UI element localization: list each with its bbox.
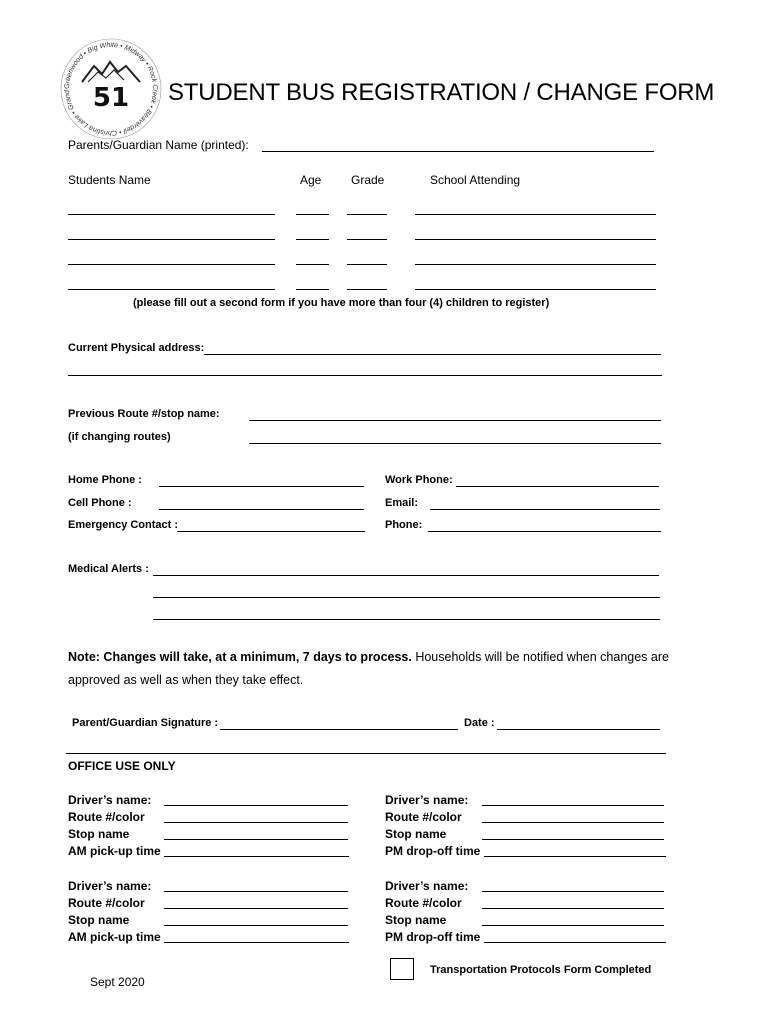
student-name-field[interactable] — [68, 289, 275, 290]
office-divider — [66, 753, 666, 754]
previous-route-field[interactable] — [249, 420, 661, 421]
student-school-field[interactable] — [415, 289, 656, 290]
work-phone-label: Work Phone: — [385, 474, 453, 486]
student-age-field[interactable] — [296, 239, 329, 240]
processing-note-bold: Note: Changes will take, at a minimum, 7 days to process. — [68, 650, 412, 664]
date-field[interactable] — [497, 729, 660, 730]
signature-field[interactable] — [220, 729, 458, 730]
route-color-field[interactable] — [482, 908, 664, 909]
changing-routes-label: (if changing routes) — [68, 431, 171, 443]
students-note: (please fill out a second form if you have more than four (4) children to register) — [133, 297, 550, 309]
route-color-field[interactable] — [164, 822, 348, 823]
medical-alerts-field[interactable] — [153, 575, 659, 576]
logo-ring-text: Greenwood • Big White • Midway • Rock Creek • Beaverdell • Christina Lake • Grand — [63, 41, 159, 137]
student-grade-field[interactable] — [347, 289, 387, 290]
pm-dropoff-label: PM drop-off time — [385, 930, 481, 944]
medical-alerts-field-2[interactable] — [153, 597, 660, 598]
student-grade-field[interactable] — [347, 239, 387, 240]
am-pickup-field[interactable] — [164, 856, 349, 857]
stop-name-label: Stop name — [385, 827, 447, 841]
logo-number: 51 — [92, 83, 130, 113]
email-label: Email: — [385, 497, 419, 509]
student-name-field[interactable] — [68, 214, 275, 215]
processing-note-rest: Households will be notified when changes are — [411, 650, 669, 664]
work-phone-field[interactable] — [456, 486, 659, 487]
medical-alerts-field-3[interactable] — [153, 619, 660, 620]
address-label: Current Physical address: — [68, 342, 205, 354]
school-header: School Attending — [430, 173, 521, 187]
district-logo — [58, 36, 164, 142]
emergency-contact-field[interactable] — [177, 531, 365, 532]
signature-label: Parent/Guardian Signature : — [72, 717, 219, 729]
pm-dropoff-field[interactable] — [484, 942, 666, 943]
driver-name-label: Driver’s name: — [385, 793, 469, 807]
pm-dropoff-field[interactable] — [484, 856, 666, 857]
stop-name-field[interactable] — [164, 839, 348, 840]
stop-name-field[interactable] — [482, 925, 664, 926]
student-grade-field[interactable] — [347, 214, 387, 215]
previous-route-label: Previous Route #/stop name: — [68, 408, 220, 420]
student-name-field[interactable] — [68, 264, 275, 265]
am-pickup-label: AM pick-up time — [68, 930, 161, 944]
stop-name-label: Stop name — [385, 913, 447, 927]
home-phone-field[interactable] — [159, 486, 364, 487]
am-pickup-label: AM pick-up time — [68, 844, 161, 858]
driver-name-label: Driver’s name: — [385, 879, 469, 893]
driver-name-label: Driver’s name: — [68, 879, 152, 893]
office-use-heading: OFFICE USE ONLY — [68, 759, 176, 773]
student-age-field[interactable] — [296, 289, 329, 290]
home-phone-label: Home Phone : — [68, 474, 142, 486]
cell-phone-field[interactable] — [159, 509, 364, 510]
driver-name-field[interactable] — [482, 891, 664, 892]
parents-name-label: Parents/Guardian Name (printed): — [68, 138, 249, 152]
route-color-label: Route #/color — [385, 810, 462, 824]
stop-name-label: Stop name — [68, 913, 130, 927]
route-color-field[interactable] — [482, 822, 664, 823]
pm-dropoff-label: PM drop-off time — [385, 844, 481, 858]
am-pickup-field[interactable] — [164, 942, 349, 943]
processing-note-line-2: approved as well as when they take effect. — [68, 673, 304, 687]
driver-name-field[interactable] — [482, 805, 664, 806]
parents-name-field[interactable] — [262, 151, 654, 152]
footer-date: Sept 2020 — [90, 975, 145, 989]
emergency-contact-label: Emergency Contact : — [68, 519, 179, 531]
student-grade-field[interactable] — [347, 264, 387, 265]
student-school-field[interactable] — [415, 239, 656, 240]
form-title: STUDENT BUS REGISTRATION / CHANGE FORM — [168, 79, 715, 106]
grade-header: Grade — [351, 173, 385, 187]
stop-name-field[interactable] — [164, 925, 348, 926]
emergency-phone-label: Phone: — [385, 519, 423, 531]
student-age-field[interactable] — [296, 264, 329, 265]
students-name-header: Students Name — [68, 173, 151, 187]
driver-name-field[interactable] — [164, 805, 348, 806]
protocols-checkbox[interactable] — [390, 958, 414, 980]
route-color-label: Route #/color — [68, 810, 145, 824]
cell-phone-label: Cell Phone : — [68, 497, 132, 509]
age-header: Age — [300, 173, 322, 187]
driver-name-field[interactable] — [164, 891, 348, 892]
driver-name-label: Driver’s name: — [68, 793, 152, 807]
medical-alerts-label: Medical Alerts : — [68, 563, 149, 575]
address-field[interactable] — [204, 354, 661, 355]
emergency-phone-field[interactable] — [428, 531, 661, 532]
previous-route-field-2[interactable] — [249, 443, 661, 444]
student-school-field[interactable] — [415, 264, 656, 265]
route-color-label: Route #/color — [68, 896, 145, 910]
student-name-field[interactable] — [68, 239, 275, 240]
protocols-label: Transportation Protocols Form Completed — [430, 964, 652, 976]
student-age-field[interactable] — [296, 214, 329, 215]
address-field-line-2[interactable] — [68, 375, 662, 376]
route-color-label: Route #/color — [385, 896, 462, 910]
processing-note — [68, 650, 669, 664]
stop-name-field[interactable] — [482, 839, 664, 840]
date-label: Date : — [464, 717, 495, 729]
student-school-field[interactable] — [415, 214, 656, 215]
stop-name-label: Stop name — [68, 827, 130, 841]
email-field[interactable] — [430, 509, 660, 510]
route-color-field[interactable] — [164, 908, 348, 909]
